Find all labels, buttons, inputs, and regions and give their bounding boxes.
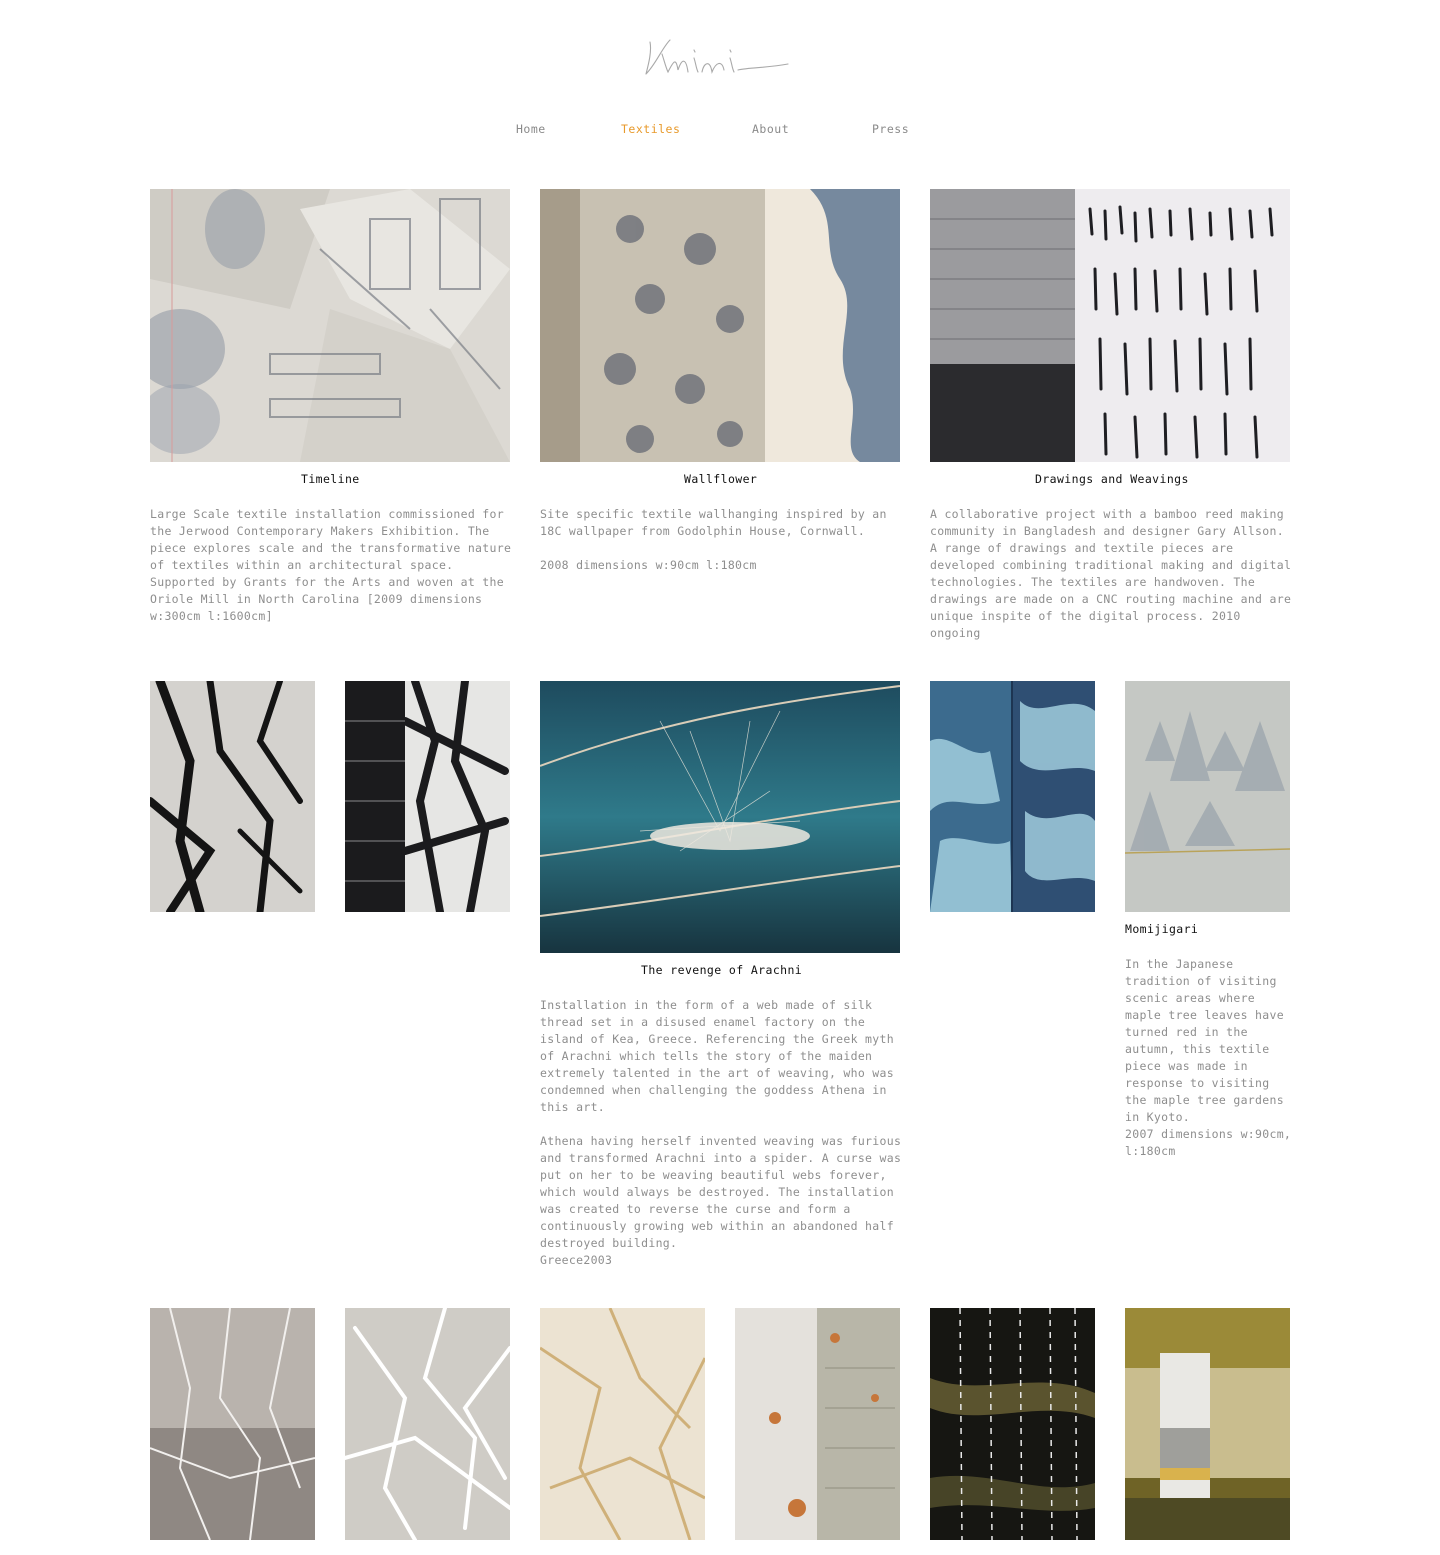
gold-branches-image[interactable] bbox=[540, 1308, 705, 1540]
main-nav bbox=[0, 122, 1440, 138]
nav-about[interactable]: About bbox=[752, 122, 790, 136]
dark-stitch-image[interactable] bbox=[930, 1308, 1095, 1540]
site-logo[interactable] bbox=[640, 34, 795, 86]
arachni-title: The revenge of Arachni bbox=[641, 963, 803, 977]
momijigari-image[interactable] bbox=[1125, 681, 1290, 912]
drawings-and-weavings-description: A collaborative project with a bamboo reed making community in Bangladesh and designer Gary Allson. A range of drawings and textile pieces are developed combining traditional making and digital technologies. The textiles are handwoven. The drawings are made on a CNC routing machine and are unique inspite of the digital process. 2010 ongoing bbox=[930, 507, 1292, 640]
indigo-textile-image[interactable] bbox=[930, 681, 1095, 912]
wallflower-title: Wallflower bbox=[684, 472, 758, 486]
branch-weave-image[interactable] bbox=[345, 681, 510, 912]
white-branches-image[interactable] bbox=[345, 1308, 510, 1540]
momijigari-description: In the Japanese tradition of visiting scenic areas where maple tree leaves have turned red in the autumn, this textile piece was made in response to visiting the maple tree gardens in Kyoto. 2007 dimensions w:90cm, l:180cm bbox=[1125, 957, 1292, 1158]
drawings-and-weavings-image[interactable] bbox=[930, 189, 1290, 462]
nav-press[interactable]: Press bbox=[872, 122, 910, 136]
timeline-title: Timeline bbox=[301, 472, 360, 486]
speckled-paper-image[interactable] bbox=[735, 1308, 900, 1540]
timeline-image[interactable] bbox=[150, 189, 510, 462]
wallflower-image[interactable] bbox=[540, 189, 900, 462]
nav-textiles[interactable]: Textiles bbox=[621, 122, 681, 136]
arachni-description: Installation in the form of a web made of silk thread set in a disused enamel factory on the island of Kea, Greece. Referencing the Greek myth of Arachni which tells the story of the maiden extremely talented in the art of weaving, who was condemned when challenging the goddess Athena in this art. Athena having herself invented weaving was furious and transformed Arachni into a spider. A curse was put on her to be weaving beautiful webs forever, which would always be destroyed. The installation was created to reverse the curse and form a continuously growing web within an abandoned half destroyed building. Greece2003 bbox=[540, 998, 902, 1267]
grey-branches-image[interactable] bbox=[150, 1308, 315, 1540]
hanging-cloth-image[interactable] bbox=[1125, 1308, 1290, 1540]
timeline-description: Large Scale textile installation commissioned for the Jerwood Contemporary Makers Exhibition. The piece explores scale and the transformative nature of textiles within an architectural space. Supported by Grants for the Arts and woven at the Oriole Mill in North Carolina [2009 dimensions w:300cm l:1600cm] bbox=[150, 507, 512, 623]
drawings-and-weavings-title: Drawings and Weavings bbox=[1035, 472, 1189, 486]
momijigari-title: Momijigari bbox=[1125, 922, 1199, 936]
nav-home[interactable]: Home bbox=[516, 122, 546, 136]
arachni-image[interactable] bbox=[540, 681, 900, 953]
signature-logo-graphic bbox=[640, 34, 795, 86]
wallflower-description: Site specific textile wallhanging inspired by an 18C wallpaper from Godolphin House, Cornwall. 2008 dimensions w:90cm l:180cm bbox=[540, 507, 887, 572]
branch-print-image[interactable] bbox=[150, 681, 315, 912]
